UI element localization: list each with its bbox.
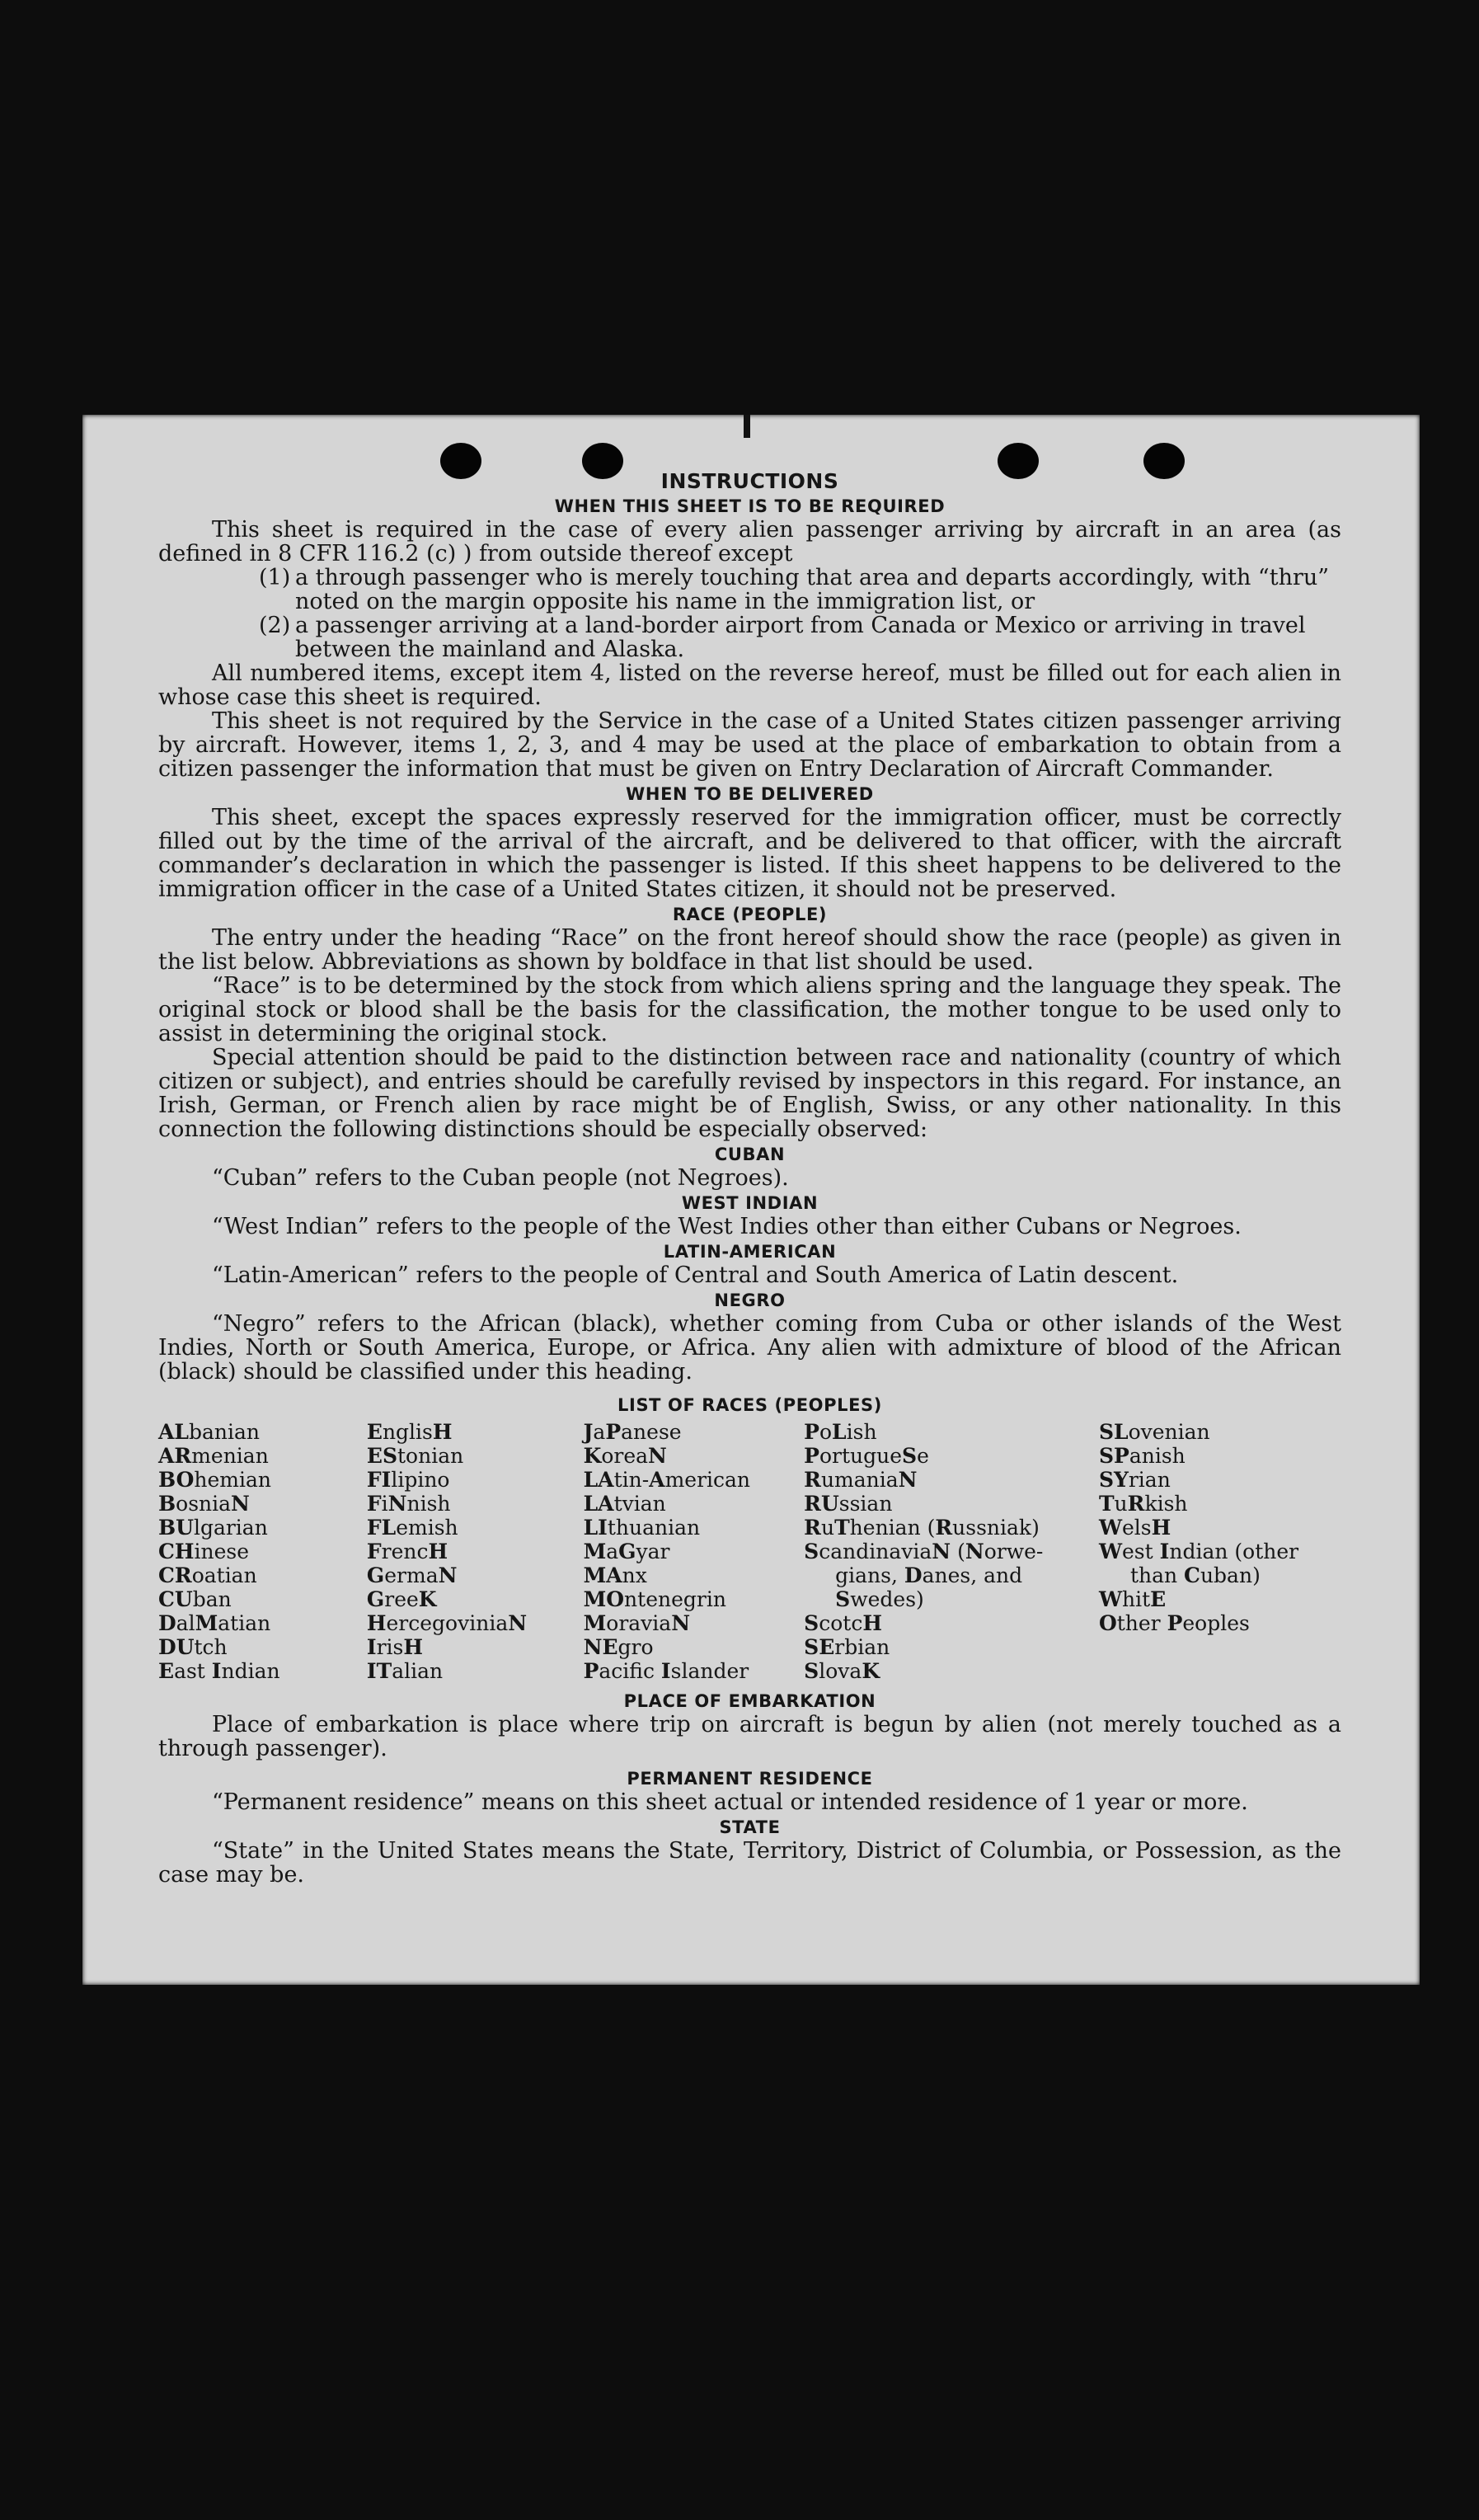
punch-hole	[582, 443, 623, 479]
race-entry: EStonian	[366, 1444, 464, 1468]
paragraph: “Cuban” refers to the Cuban people (not Negroes).	[212, 1165, 789, 1191]
race-entry: SLovenian	[1098, 1420, 1210, 1444]
race-entry: gians, Danes, and	[835, 1563, 1023, 1587]
race-column	[1099, 1420, 1341, 1683]
race-entry: MAnx	[583, 1563, 647, 1587]
race-entry: CRoatian	[158, 1563, 257, 1587]
subsection-heading: NEGRO	[714, 1291, 786, 1310]
paragraph: The entry under the heading “Race” on the front hereof should show the race (people) as given in the list below. Abbreviations as shown by boldface in that list should be used.	[158, 925, 1341, 975]
race-entry: than Cuban)	[1129, 1563, 1261, 1587]
list-item	[259, 614, 1341, 661]
race-entry: PortugueSe	[804, 1444, 929, 1468]
race-entry: FiNnish	[366, 1492, 451, 1516]
race-entry: Swedes)	[835, 1587, 924, 1611]
race-entry: Pacific Islander	[583, 1659, 749, 1683]
section-heading: WHEN TO BE DELIVERED	[626, 784, 874, 804]
race-entry: BosniaN	[158, 1492, 250, 1516]
race-column	[804, 1420, 1099, 1683]
paragraph: “West Indian” refers to the people of the West Indies other than either Cubans or Negroes.	[212, 1214, 1242, 1239]
race-entry: West Indian (other	[1098, 1540, 1299, 1563]
race-entry: SPanish	[1098, 1444, 1186, 1468]
race-entry: GreeK	[366, 1587, 437, 1611]
list-item	[259, 566, 1341, 614]
race-entry: FIlipino	[366, 1468, 450, 1492]
subsection-heading: LATIN-AMERICAN	[663, 1242, 837, 1262]
race-entry: LIthuanian	[583, 1516, 701, 1540]
paragraph: All numbered items, except item 4, listed on the reverse hereof, must be filled out for each alien in whose case this sheet is required.	[158, 661, 1341, 710]
race-entry: LAtvian	[583, 1492, 666, 1516]
item-text: a passenger arriving at a land-border airport from Canada or Mexico or arriving in travel between the mainland and Alaska.	[295, 613, 1306, 662]
race-entry: JaPanese	[583, 1420, 682, 1444]
staple-mark	[744, 415, 750, 438]
paragraph: This sheet is not required by the Service in the case of a United States citizen passenger arriving by aircraft. However, items 1, 2, 3, and 4 may be used at the place of embarkation to obtain from a citizen passenger the information that must be given on Entry Declaration of Aircraft Commander.	[158, 708, 1341, 782]
race-entry: BOhemian	[158, 1468, 271, 1492]
race-entry: MaGyar	[583, 1540, 670, 1563]
race-entry: SlovaK	[804, 1659, 880, 1683]
item-number: (1)	[259, 565, 291, 590]
race-entry: DalMatian	[158, 1611, 271, 1635]
paragraph: “State” in the United States means the State, Territory, District of Columbia, or Possession, as the case may be.	[158, 1838, 1341, 1888]
race-column	[367, 1420, 584, 1683]
race-entry: ScotcH	[804, 1611, 882, 1635]
race-entry: GermaN	[366, 1563, 458, 1587]
paragraph: Special attention should be paid to the distinction between race and nationality (country of which citizen or subject), and entries should be carefully revised by inspectors in this regard. For instance, an Irish, German, or French alien by race might be of English, Swiss, or any other nationality. In this connection the following distinctions should be especially observed:	[158, 1045, 1341, 1142]
race-entry: RumaniaN	[804, 1468, 918, 1492]
paragraph: “Latin-American” refers to the people of Central and South America of Latin descent.	[212, 1262, 1179, 1288]
race-entry: KoreaN	[583, 1444, 667, 1468]
race-entry: FLemish	[366, 1516, 458, 1540]
race-entry: PoLish	[804, 1420, 877, 1444]
paragraph: “Permanent residence” means on this sheet actual or intended residence of 1 year or more.	[212, 1789, 1248, 1815]
race-entry: FrencH	[366, 1540, 448, 1563]
race-entry: IrisH	[366, 1635, 423, 1659]
punch-hole	[998, 443, 1039, 479]
race-list	[158, 1420, 1341, 1683]
race-entry: BUlgarian	[158, 1516, 268, 1540]
race-entry: WhitE	[1098, 1587, 1167, 1611]
race-entry: ScandinaviaN (Norwe-	[804, 1540, 1044, 1563]
race-entry: Other Peoples	[1098, 1611, 1250, 1635]
punch-hole	[1143, 443, 1185, 479]
race-entry: ITalian	[366, 1659, 444, 1683]
race-entry: ALbanian	[158, 1420, 260, 1444]
section-heading: LIST OF RACES (PEOPLES)	[617, 1395, 882, 1415]
race-entry: DUtch	[158, 1635, 228, 1659]
race-entry: RUssian	[804, 1492, 893, 1516]
section-heading: PLACE OF EMBARKATION	[623, 1691, 876, 1711]
race-entry: TuRkish	[1098, 1492, 1188, 1516]
paragraph: This sheet, except the spaces expressly reserved for the immigration officer, must be correctly filled out by the time of the arrival of the aircraft, and be delivered to that officer, with the aircraft commander’s declaration in which the passenger is listed. If this sheet happens to be delivered to the immigration officer in the case of a United States citizen, it should not be preserved.	[158, 805, 1341, 902]
punch-hole	[440, 443, 481, 479]
paragraph: “Race” is to be determined by the stock from which aliens spring and the language they speak. The original stock or blood shall be the basis for the classification, the mother tongue to be used only to assist in determining the original stock.	[158, 973, 1341, 1046]
item-number: (2)	[259, 613, 291, 638]
paragraph: “Negro” refers to the African (black), whether coming from Cuba or other islands of the West Indies, North or South America, Europe, or Africa. Any alien with admixture of blood of the African (black) should be classified under this heading.	[158, 1311, 1341, 1385]
race-entry: East Indian	[158, 1659, 280, 1683]
paragraph: Place of embarkation is place where trip on aircraft is begun by alien (not merely touched as a through passenger).	[158, 1712, 1341, 1761]
race-entry: CHinese	[158, 1540, 250, 1563]
race-entry: WelsH	[1098, 1516, 1171, 1540]
instruction-sheet	[82, 415, 1420, 1985]
section-heading: STATE	[719, 1817, 781, 1837]
section-heading: PERMANENT RESIDENCE	[627, 1769, 873, 1789]
section-heading: RACE (PEOPLE)	[672, 905, 828, 924]
race-entry: SErbian	[804, 1635, 890, 1659]
race-entry: NEgro	[583, 1635, 654, 1659]
race-entry: MOntenegrin	[583, 1587, 726, 1611]
race-entry: HercegoviniaN	[366, 1611, 528, 1635]
race-entry: ARmenian	[158, 1444, 269, 1468]
item-text: a through passenger who is merely touching that area and departs accordingly, with “thru” noted on the margin opposite his name in the immigration list, or	[295, 565, 1330, 614]
subsection-heading: CUBAN	[714, 1145, 786, 1164]
race-entry: SYrian	[1098, 1468, 1171, 1492]
race-entry: EnglisH	[366, 1420, 453, 1444]
paragraph: This sheet is required in the case of every alien passenger arriving by aircraft in an area (as defined in 8 CFR 116.2 (c) ) from outside thereof except	[158, 517, 1341, 567]
page-title: INSTRUCTIONS	[660, 469, 839, 493]
section-heading: WHEN THIS SHEET IS TO BE REQUIRED	[554, 496, 946, 516]
race-entry: MoraviaN	[583, 1611, 691, 1635]
race-column	[584, 1420, 805, 1683]
subsection-heading: WEST INDIAN	[681, 1193, 819, 1213]
race-entry: CUban	[158, 1587, 232, 1611]
race-entry: RuThenian (Russniak)	[804, 1516, 1040, 1540]
race-column	[158, 1420, 367, 1683]
race-entry: LAtin-American	[583, 1468, 751, 1492]
